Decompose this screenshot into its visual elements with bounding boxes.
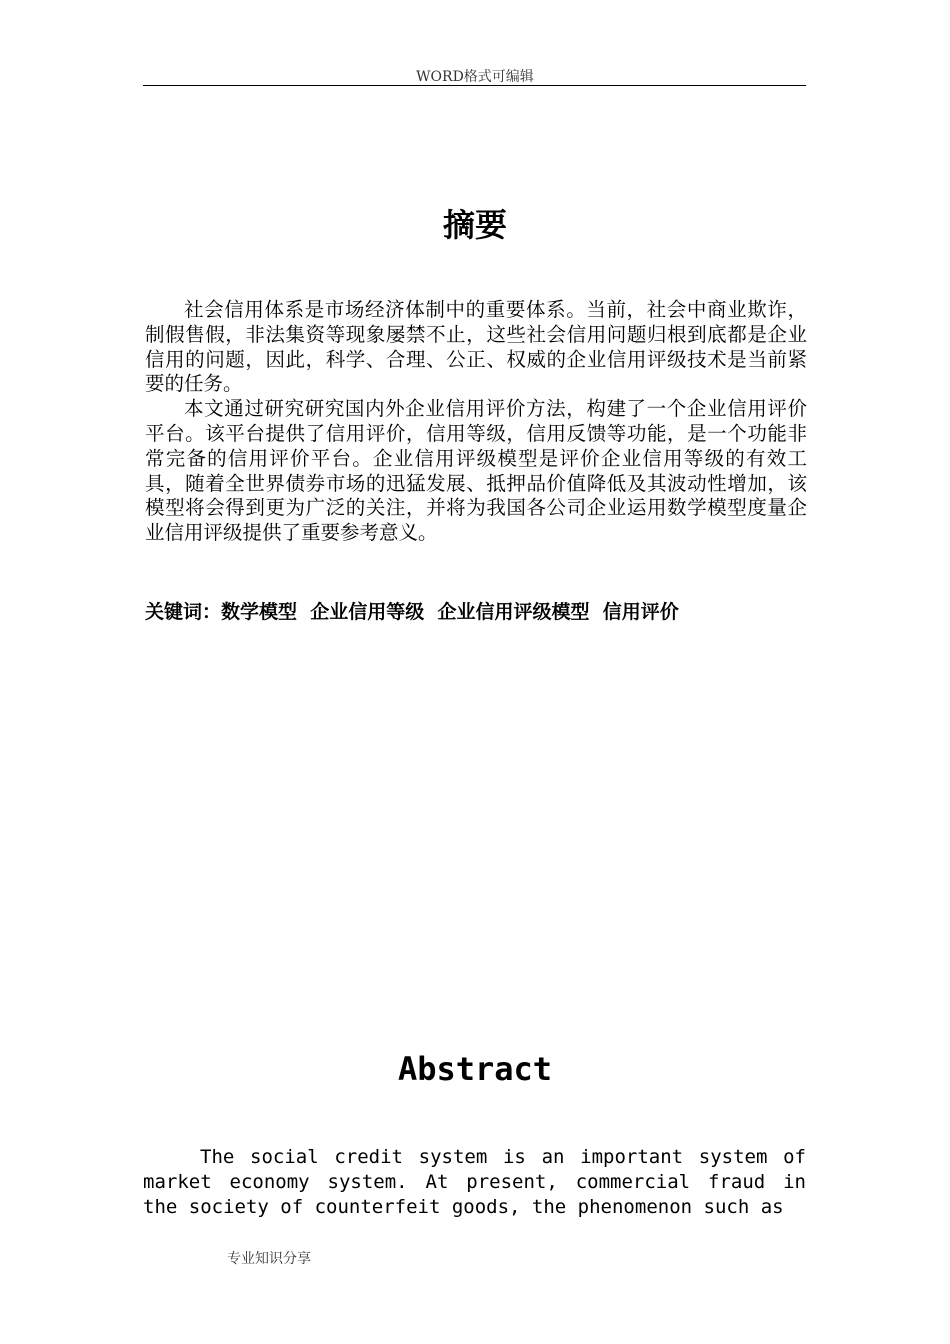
header-divider [143, 85, 806, 86]
keywords-list: 数学模型 企业信用等级 企业信用评级模型 信用评价 [221, 601, 679, 623]
abstract-en-body [143, 1145, 806, 1220]
page-footer: 专业知识分享 [227, 1251, 311, 1267]
abstract-en-paragraph-1: The social credit system is an important system of market economy system. At present, commercial fraud in the society of counterfeit goods, the phenomenon such as [143, 1146, 806, 1218]
page-header: WORD格式可编辑 [416, 69, 534, 85]
keywords-line [145, 597, 807, 624]
keywords-label: 关键词： [145, 601, 222, 623]
abstract-cn-body [145, 298, 807, 546]
abstract-cn-paragraph-2: 本文通过研究研究国内外企业信用评价方法，构建了一个企业信用评价平台。该平台提供了信用评价，信用等级，信用反馈等功能，是一个功能非常完备的信用评价平台。企业信用评级模型是评价企业信用等级的有效工具，随着全世界债券市场的迅猛发展、抵押品价值降低及其波动性增加，该模型将会得到更为广泛的关注，并将为我国各公司企业运用数学模型度量企业信用评级提供了重要参考意义。 [145, 397, 807, 545]
abstract-cn-paragraph-1: 社会信用体系是市场经济体制中的重要体系。当前，社会中商业欺诈，制假售假，非法集资等现象屡禁不止，这些社会信用问题归根到底都是企业信用的问题，因此，科学、合理、公正、权威的企业信用评级技术是当前紧要的任务。 [145, 298, 807, 396]
abstract-en-title: Abstract [397, 1050, 553, 1088]
abstract-cn-title: 摘要 [442, 206, 507, 244]
